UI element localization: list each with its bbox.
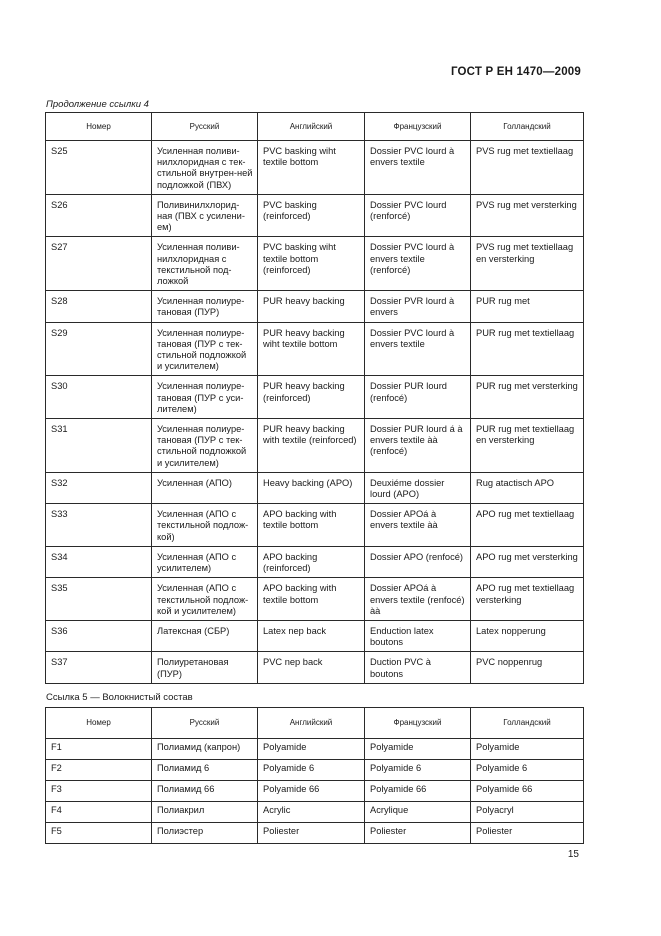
table-cell: Polyamide 66	[365, 781, 471, 802]
table-cell: PUR rug met	[471, 291, 584, 322]
table-cell: Heavy backing (APO)	[258, 472, 365, 503]
table-cell: Полиамид 6	[152, 760, 258, 781]
table-cell: Enduction latex boutons	[365, 620, 471, 651]
table-cell: Dossier PVC lourd à envers textile	[365, 322, 471, 376]
table-cell: Усиленная (АПО с текстильной подлож-кой и усилителем)	[152, 578, 258, 621]
table-cell: Dossier APOá à envers textile àà	[365, 504, 471, 547]
table-cell: PVC nep back	[258, 652, 365, 683]
table-cell: Deuxiéme dossier lourd (APO)	[365, 472, 471, 503]
table-row	[46, 578, 584, 621]
table-cell: PUR rug met textiellaag en versterking	[471, 419, 584, 473]
carpet-backing-terms-table	[45, 112, 584, 684]
column-header: Голландский	[471, 708, 584, 739]
table-cell: PUR heavy backing wiht textile bottom	[258, 322, 365, 376]
table-cell: PVC basking (reinforced)	[258, 194, 365, 237]
table-row	[46, 322, 584, 376]
table-cell: Polyamide	[365, 739, 471, 760]
table-cell: Latex nopperung	[471, 620, 584, 651]
table-row	[46, 376, 584, 419]
table-cell: Poliester	[365, 823, 471, 844]
table-cell: S29	[46, 322, 152, 376]
table-cell: Polyamide 66	[471, 781, 584, 802]
table-cell: Усиленная (АПО)	[152, 472, 258, 503]
column-header: Французский	[365, 708, 471, 739]
table-cell: S25	[46, 141, 152, 195]
column-header: Английский	[258, 113, 365, 141]
table-cell: PVC noppenrug	[471, 652, 584, 683]
table-cell: S34	[46, 546, 152, 577]
table-cell: Полиэстер	[152, 823, 258, 844]
table-cell: PVS rug met textiellaag	[471, 141, 584, 195]
table-cell: S26	[46, 194, 152, 237]
table-cell: PUR heavy backing with textile (reinforced)	[258, 419, 365, 473]
table-cell: Dossier PVC lourd à envers textile (renforcé)	[365, 237, 471, 291]
column-header: Английский	[258, 708, 365, 739]
table-cell: Polyamide	[258, 739, 365, 760]
table-cell: S32	[46, 472, 152, 503]
table-cell: Acrylic	[258, 802, 365, 823]
table-cell: Dossier APO (renfocé)	[365, 546, 471, 577]
table-row	[46, 802, 584, 823]
table-cell: Polyamide 6	[365, 760, 471, 781]
table-cell: Polyamide 6	[258, 760, 365, 781]
column-header: Номер	[46, 708, 152, 739]
table-row	[46, 652, 584, 683]
table-cell: Poliester	[258, 823, 365, 844]
table-cell: Усиленная полиуре-тановая (ПУР)	[152, 291, 258, 322]
column-header: Русский	[152, 113, 258, 141]
table-row	[46, 291, 584, 322]
table-cell: Усиленная (АПО с текстильной подлож-кой)	[152, 504, 258, 547]
table-cell: S37	[46, 652, 152, 683]
table-cell: F1	[46, 739, 152, 760]
table-cell: Polyamide 6	[471, 760, 584, 781]
table-row	[46, 504, 584, 547]
table-row	[46, 620, 584, 651]
table1-caption: Продолжение ссылки 4	[46, 99, 149, 110]
column-header: Французский	[365, 113, 471, 141]
table2-body	[46, 739, 584, 844]
table-cell: Polyamide 66	[258, 781, 365, 802]
table-cell: F4	[46, 802, 152, 823]
table-cell: Полиуретановая (ПУР)	[152, 652, 258, 683]
table-cell: S31	[46, 419, 152, 473]
table-row	[46, 419, 584, 473]
table-cell: F5	[46, 823, 152, 844]
table-row	[46, 760, 584, 781]
table-row	[46, 823, 584, 844]
column-header: Русский	[152, 708, 258, 739]
table-cell: F3	[46, 781, 152, 802]
table-cell: APO rug met textiellaag	[471, 504, 584, 547]
table2-header	[46, 708, 584, 739]
table2-caption: Ссылка 5 — Волокнистый состав	[46, 692, 193, 703]
table-cell: Полиамид 66	[152, 781, 258, 802]
table-cell: Latex nep back	[258, 620, 365, 651]
table-cell: Rug atactisch APO	[471, 472, 584, 503]
table-cell: Dossier PVC lourd (renforcé)	[365, 194, 471, 237]
table-cell: Dossier APOá à envers textile (renfocé) àà	[365, 578, 471, 621]
table-cell: PVC basking wiht textile bottom (reinforced)	[258, 237, 365, 291]
table-cell: S27	[46, 237, 152, 291]
page-number: 15	[567, 849, 579, 860]
table-cell: Dossier PUR lourd á à envers textile àà (renfocé)	[365, 419, 471, 473]
table-cell: Polyamide	[471, 739, 584, 760]
table-cell: PUR rug met versterking	[471, 376, 584, 419]
table-cell: Acrylique	[365, 802, 471, 823]
table-cell: PVC basking wiht textile bottom	[258, 141, 365, 195]
table-cell: APO rug met versterking	[471, 546, 584, 577]
table-cell: Поливинилхлорид-ная (ПВХ с усилени-ем)	[152, 194, 258, 237]
table-cell: Усиленная поливи-нилхлоридная с тек-стильной внутрен-ней подложкой (ПВХ)	[152, 141, 258, 195]
column-header: Голландский	[471, 113, 584, 141]
table1-header	[46, 113, 584, 141]
table1-body	[46, 141, 584, 684]
table-cell: APO backing with textile bottom	[258, 578, 365, 621]
table-cell: F2	[46, 760, 152, 781]
table-cell: S28	[46, 291, 152, 322]
column-header: Номер	[46, 113, 152, 141]
table-cell: Усиленная поливи-нилхлоридная с текстильной под-ложкой	[152, 237, 258, 291]
table-cell: S35	[46, 578, 152, 621]
table-row	[46, 472, 584, 503]
table-row	[46, 546, 584, 577]
table-cell: PUR heavy backing	[258, 291, 365, 322]
table-cell: PUR heavy backing (reinforced)	[258, 376, 365, 419]
table-cell: APO backing (reinforced)	[258, 546, 365, 577]
table-cell: Усиленная (АПО с усилителем)	[152, 546, 258, 577]
table-cell: S30	[46, 376, 152, 419]
table-cell: Poliester	[471, 823, 584, 844]
table-cell: PVS rug met versterking	[471, 194, 584, 237]
table-cell: Polyacryl	[471, 802, 584, 823]
table-row	[46, 781, 584, 802]
table-cell: PVS rug met textiellaag en versterking	[471, 237, 584, 291]
table-row	[46, 141, 584, 195]
table-cell: Усиленная полиуре-тановая (ПУР с уси-лителем)	[152, 376, 258, 419]
table-row	[46, 237, 584, 291]
table-row	[46, 194, 584, 237]
table-cell: Полиамид (капрон)	[152, 739, 258, 760]
table-cell: APO backing with textile bottom	[258, 504, 365, 547]
table-cell: Латексная (СБР)	[152, 620, 258, 651]
fiber-composition-table	[45, 707, 584, 844]
table-cell: Усиленная полиуре-тановая (ПУР с тек-стильной подложкой и усилителем)	[152, 419, 258, 473]
document-code: ГОСТ Р ЕН 1470—2009	[450, 66, 581, 78]
table-cell: Усиленная полиуре-тановая (ПУР с тек-стильной подложкой и усилителем)	[152, 322, 258, 376]
table-row	[46, 739, 584, 760]
table-cell: Dossier PVR lourd à envers	[365, 291, 471, 322]
table-cell: Dossier PUR lourd (renfocé)	[365, 376, 471, 419]
table-cell: PUR rug met textiellaag	[471, 322, 584, 376]
table-cell: S33	[46, 504, 152, 547]
table-cell: S36	[46, 620, 152, 651]
table-cell: Dossier PVC lourd à envers textile	[365, 141, 471, 195]
table-cell: Duction PVC à boutons	[365, 652, 471, 683]
table-cell: Полиакрил	[152, 802, 258, 823]
table-cell: APO rug met textiellaag versterking	[471, 578, 584, 621]
